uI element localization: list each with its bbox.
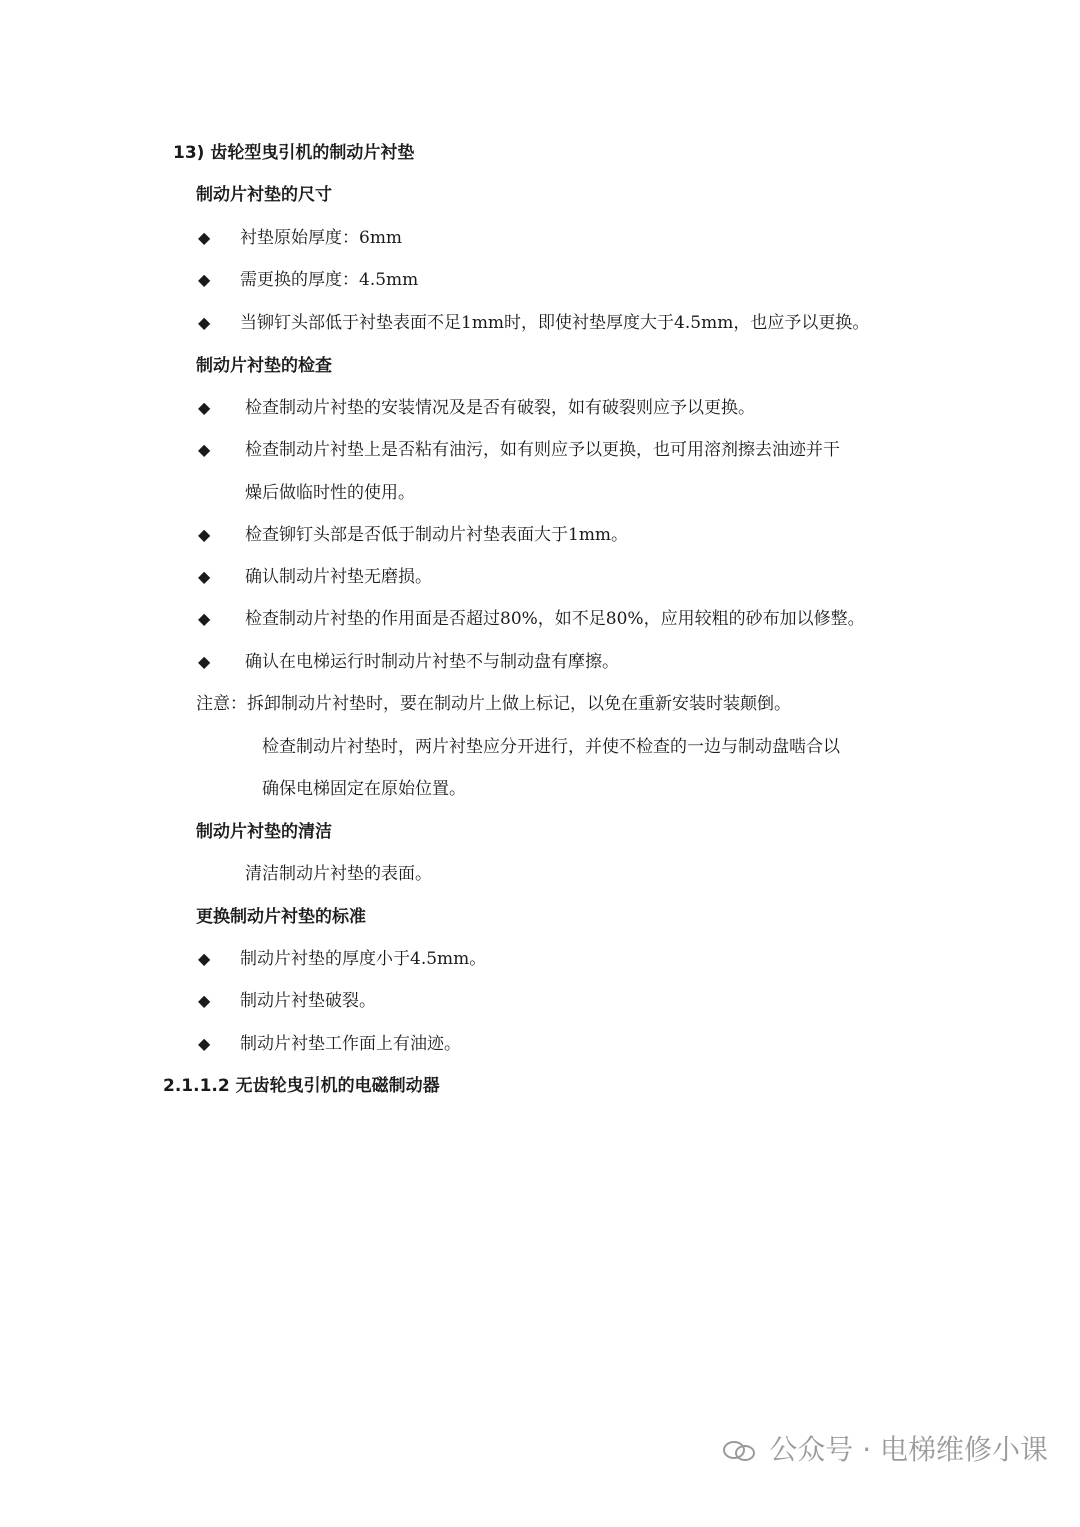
bullet-icon: ◆ [198,567,211,586]
bullet-icon: ◆ [198,228,211,247]
inspection-item: 检查制动片衬垫上是否粘有油污，如有则应予以更换，也可用溶剂擦去油迹并干 [245,440,840,460]
inspection-heading: 制动片衬垫的检查 [196,356,332,376]
replacement-heading: 更换制动片衬垫的标准 [196,907,366,927]
inspection-item: 确认在电梯运行时制动片衬垫不与制动盘有摩擦。 [245,652,619,672]
size-item: 当铆钉头部低于衬垫表面不足1mm时，即使衬垫厚度大于4.5mm，也应予以更换。 [240,313,870,333]
bullet-icon: ◆ [198,313,211,332]
inspection-item: 检查制动片衬垫的安装情况及是否有破裂，如有破裂则应予以更换。 [245,398,755,418]
note-text: 注意：拆卸制动片衬垫时，要在制动片上做上标记，以免在重新安装时装颠倒。 [196,694,791,714]
bullet-icon: ◆ [198,440,211,459]
inspection-item: 确认制动片衬垫无磨损。 [245,567,432,587]
inspection-item-continued: 燥后做临时性的使用。 [245,483,415,503]
inspection-item: 检查铆钉头部是否低于制动片衬垫表面大于1mm。 [245,525,629,545]
bullet-icon: ◆ [198,1034,211,1053]
inspection-item: 检查制动片衬垫的作用面是否超过80%，如不足80%，应用较粗的砂布加以修整。 [245,609,865,629]
replacement-item: 制动片衬垫破裂。 [240,991,376,1011]
bullet-icon: ◆ [198,270,211,289]
wechat-icon [723,1439,757,1461]
size-item: 衬垫原始厚度：6mm [240,228,403,248]
bullet-icon: ◆ [198,991,211,1010]
replacement-item: 制动片衬垫工作面上有油迹。 [240,1034,461,1054]
bullet-icon: ◆ [198,398,211,417]
replacement-item: 制动片衬垫的厚度小于4.5mm。 [240,949,487,969]
size-heading: 制动片衬垫的尺寸 [196,185,332,205]
cleaning-text: 清洁制动片衬垫的表面。 [245,864,432,884]
bullet-icon: ◆ [198,949,211,968]
size-item: 需更换的厚度：4.5mm [240,270,419,290]
watermark-text: 公众号 · 电梯维修小课 [769,1433,1048,1466]
watermark [723,1432,1048,1468]
section-title: 13) 齿轮型曳引机的制动片衬垫 [173,143,415,163]
bullet-icon: ◆ [198,525,211,544]
bullet-icon: ◆ [198,652,211,671]
note-text-line2: 检查制动片衬垫时，两片衬垫应分开进行，并使不检查的一边与制动盘啮合以 [262,737,840,757]
next-section-title: 2.1.1.2 无齿轮曳引机的电磁制动器 [163,1076,440,1096]
cleaning-heading: 制动片衬垫的清洁 [196,822,332,842]
bullet-icon: ◆ [198,609,211,628]
note-text-line3: 确保电梯固定在原始位置。 [262,779,466,799]
